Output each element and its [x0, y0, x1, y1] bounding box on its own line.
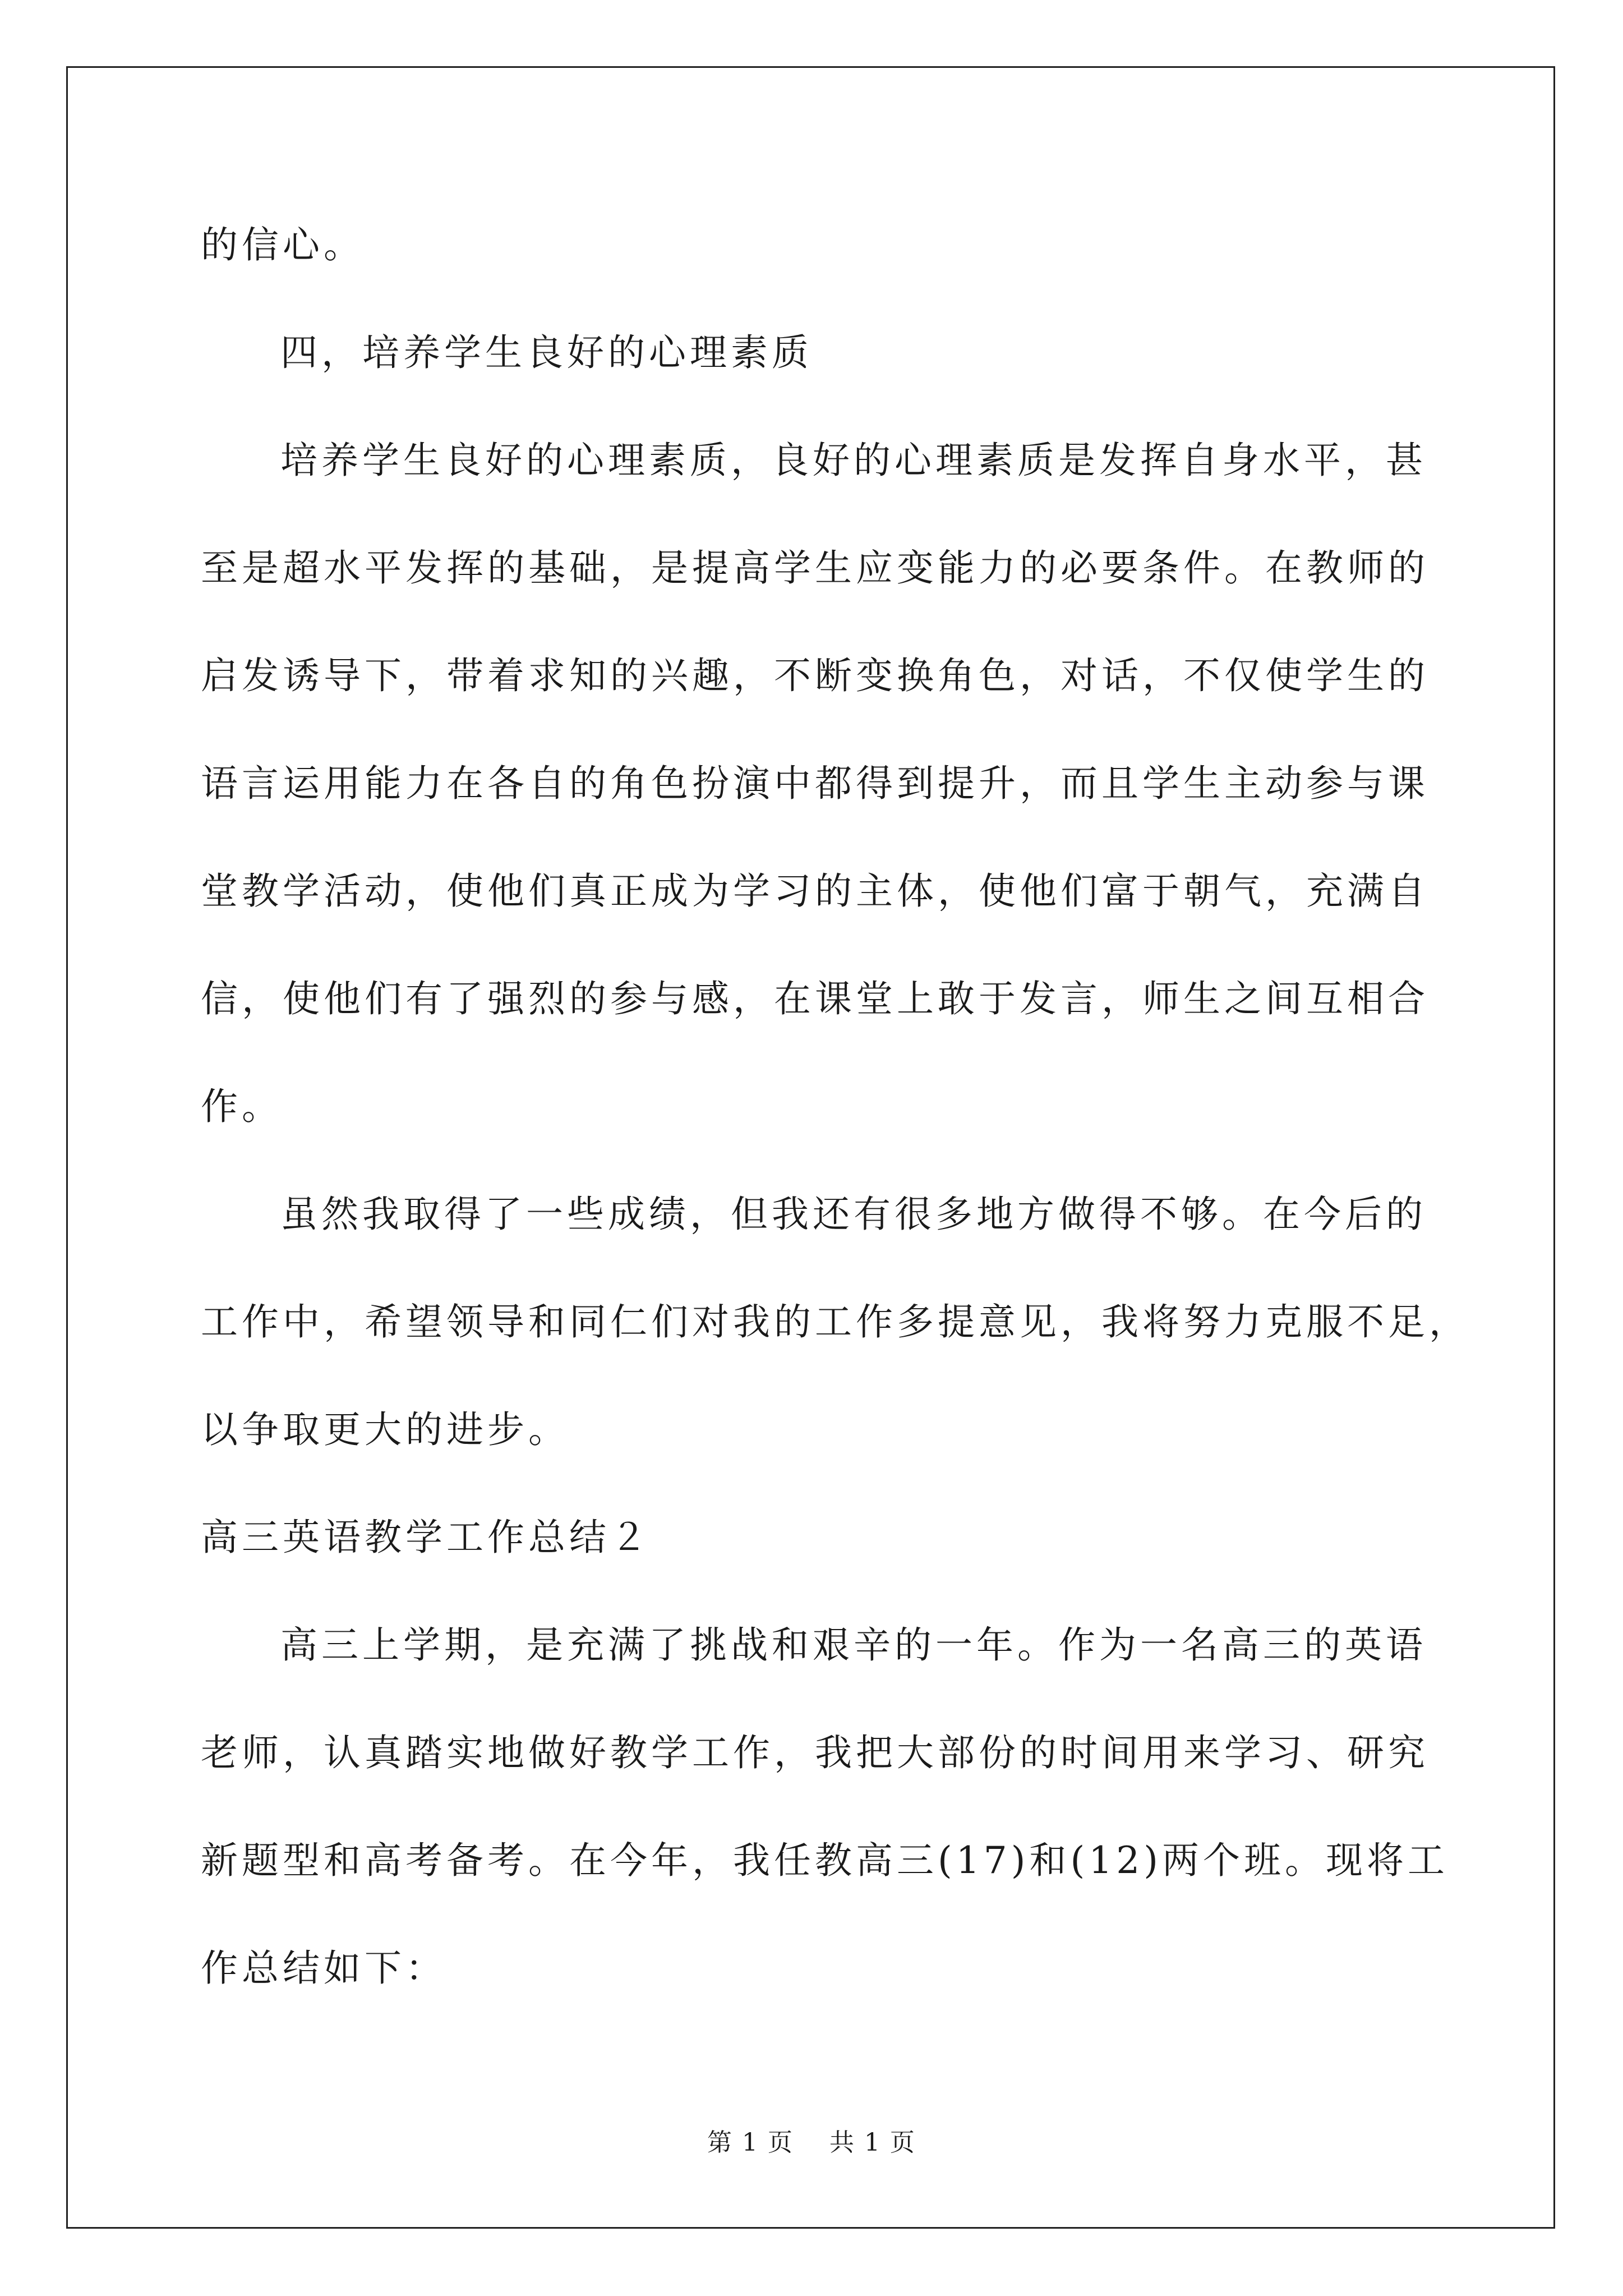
text-line: 高三上学期，是充满了挑战和艰辛的一年。作为一名高三的英语	[280, 1623, 1427, 1667]
text-line: 作。	[201, 1085, 283, 1128]
page-border	[66, 66, 1555, 2229]
text-line: 信，使他们有了强烈的参与感，在课堂上敢于发言，师生之间互相合	[201, 977, 1429, 1020]
document-title: 高三英语教学工作总结２	[201, 1516, 651, 1559]
text-line: 的信心。	[201, 223, 365, 266]
text-line: 堂教学活动，使他们真正成为学习的主体，使他们富于朝气，充满自	[201, 869, 1429, 913]
text-line: 老师，认真踏实地做好教学工作，我把大部份的时间用来学习、研究	[201, 1731, 1429, 1774]
text-line: 新题型和高考备考。在今年，我任教高三(17)和(12)两个班。现将工	[201, 1839, 1449, 1882]
text-line: 虽然我取得了一些成绩，但我还有很多地方做得不够。在今后的	[280, 1193, 1427, 1236]
text-line: 工作中，希望领导和同仁们对我的工作多提意见，我将努力克服不足，	[201, 1300, 1470, 1343]
text-line: 以争取更大的进步。	[201, 1408, 569, 1451]
text-line: 启发诱导下，带着求知的兴趣，不断变换角色，对话，不仅使学生的	[201, 654, 1429, 697]
page-number: 第 1 页 共 1 页	[707, 2128, 916, 2157]
text-line: 语言运用能力在各自的角色扮演中都得到提升，而且学生主动参与课	[201, 762, 1429, 805]
text-line: 作总结如下：	[201, 1947, 446, 1990]
text-line: 至是超水平发挥的基础，是提高学生应变能力的必要条件。在教师的	[201, 546, 1429, 590]
text-line: 培养学生良好的心理素质，良好的心理素质是发挥自身水平，甚	[280, 439, 1427, 482]
section-heading: 四，培养学生良好的心理素质	[280, 331, 813, 374]
